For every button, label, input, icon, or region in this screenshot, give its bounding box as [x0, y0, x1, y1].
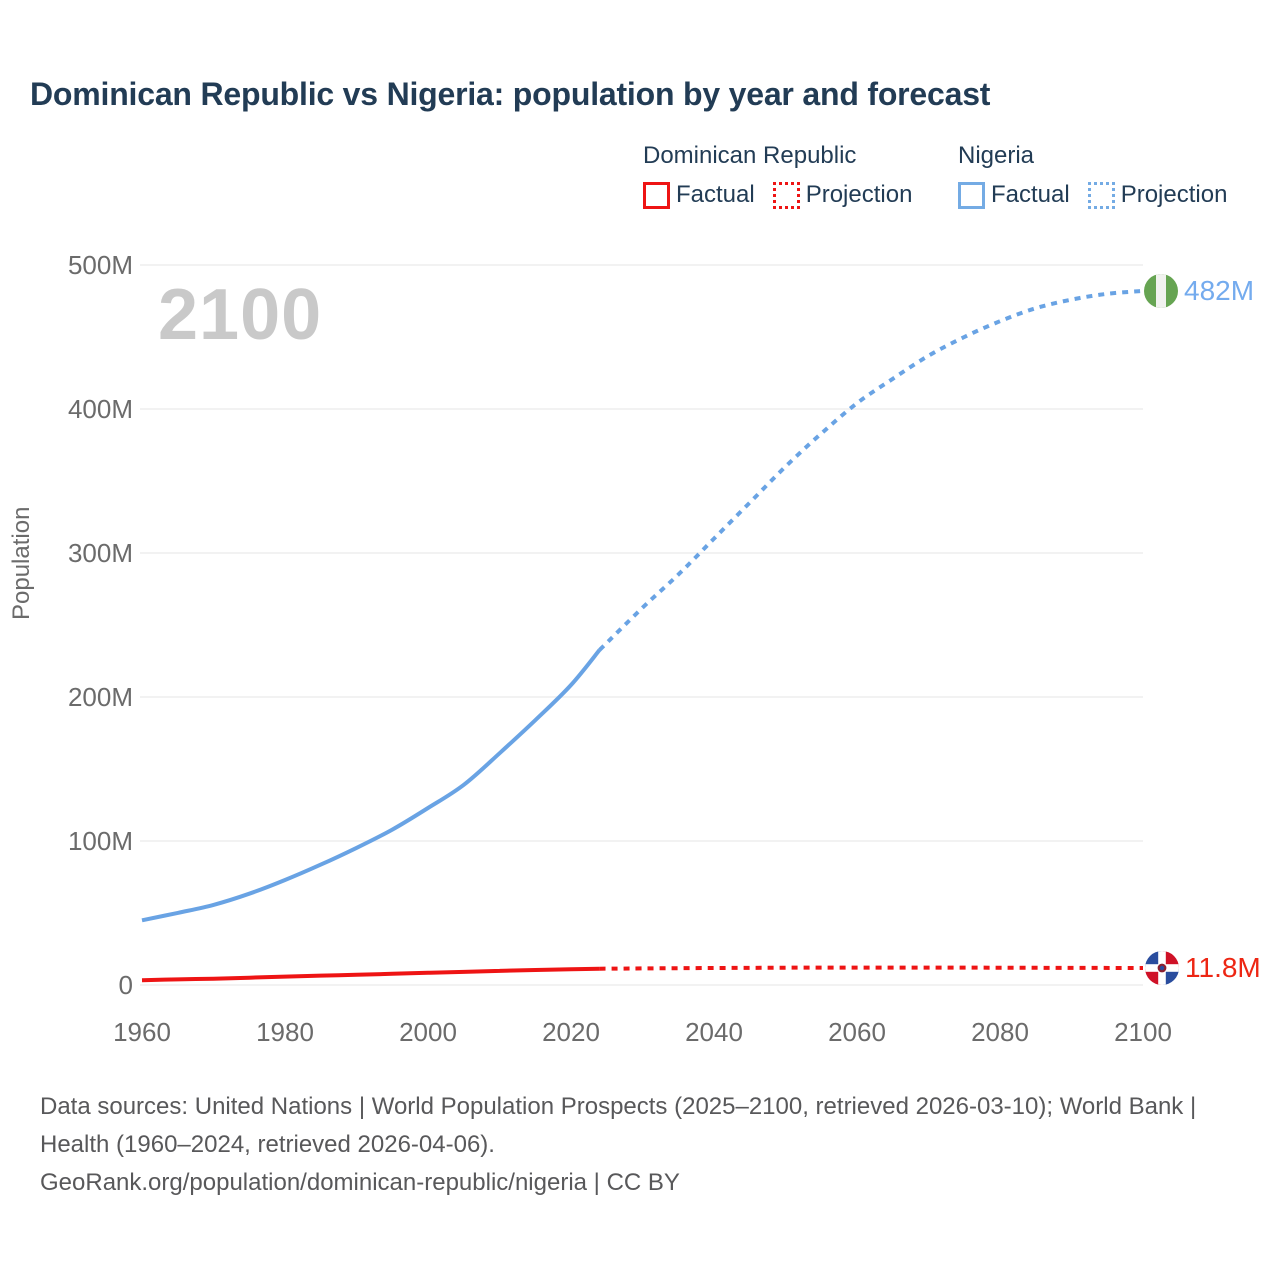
legend-group-dominican-republic [643, 142, 912, 209]
x-tick-label-2000: 2000 [399, 1017, 457, 1047]
y-tick-label-500M: 500M [67, 250, 133, 280]
legend-group-nigeria [958, 142, 1227, 209]
legend-item-dr-projection[interactable] [773, 181, 913, 209]
y-tick-label-0: 0 [118, 970, 133, 1000]
nigeria-end-value: 482M [1184, 275, 1255, 306]
legend-item-dr-factual[interactable] [643, 181, 755, 209]
chart-page: Dominican Republic vs Nigeria: population by year and forecast Dominican Republic Factual Projection Nigeria Factual Projection 2100 Population 0 100M 200M 300M 400M 500M 1960 1980 2000 2020 2040 2060 2080 2100 482M 11.8M Data sources: United Nations | World Population Prospects (2025–2100, retrieved 2026-03-10); World Bank | Health (1960–2024, retrieved 2026-04-06). GeoRank.org/population/dominican-republic/nigeria | CC BY [0, 0, 1280, 1280]
legend-item-label: Factual [676, 181, 755, 208]
y-tick-label-200M: 200M [67, 682, 133, 712]
legend-items-row [643, 181, 912, 209]
x-tick-label-2100: 2100 [1114, 1017, 1172, 1047]
chart-title: Dominican Republic vs Nigeria: population by year and forecast [30, 76, 991, 112]
year-watermark: 2100 [158, 275, 323, 355]
legend-item-nigeria-projection[interactable] [1088, 181, 1228, 209]
legend-item-nigeria-factual[interactable] [958, 181, 1070, 209]
legend-group-title: Nigeria [958, 142, 1035, 169]
footer [40, 1088, 1230, 1202]
x-tick-label-2020: 2020 [542, 1017, 600, 1047]
legend-item-label: Projection [1120, 181, 1228, 208]
nigeria-flag-icon [1144, 274, 1178, 308]
x-tick-label-1980: 1980 [256, 1017, 314, 1047]
legend-item-label: Projection [805, 181, 913, 208]
legend-group-title: Dominican Republic [643, 142, 857, 169]
x-tick-label-2060: 2060 [828, 1017, 886, 1047]
nigeria-projection-line [600, 291, 1143, 650]
dominican-republic-projection-line [600, 968, 1143, 969]
dr-projection-swatch-icon [773, 182, 800, 209]
attribution-url-text: GeoRank.org/population/dominican-republic/nigeria | CC BY [40, 1169, 680, 1196]
y-tick-label-300M: 300M [67, 538, 133, 568]
nigeria-projection-swatch-icon [1088, 182, 1115, 209]
dominican-republic-factual-line [142, 969, 600, 981]
data-sources-text: Data sources: United Nations | World Population Prospects (2025–2100, retrieved 2026-03-10); World Bank | Health (1960–2024, retrieved 2026-04-06). [40, 1093, 1197, 1158]
x-tick-label-2040: 2040 [685, 1017, 743, 1047]
legend-item-label: Factual [991, 181, 1070, 208]
x-tick-label-2080: 2080 [971, 1017, 1029, 1047]
legend-items-row [958, 181, 1227, 209]
y-tick-label-400M: 400M [67, 394, 133, 424]
dominican-republic-end-label [1145, 951, 1261, 985]
dominican-republic-flag-icon [1145, 951, 1179, 985]
dr-factual-swatch-icon [643, 182, 670, 209]
y-tick-label-100M: 100M [67, 826, 133, 856]
nigeria-factual-swatch-icon [958, 182, 985, 209]
x-tick-label-1960: 1960 [113, 1017, 171, 1047]
nigeria-end-label [1144, 274, 1254, 308]
nigeria-factual-line [142, 650, 600, 920]
dominican-republic-end-value: 11.8M [1185, 952, 1261, 983]
